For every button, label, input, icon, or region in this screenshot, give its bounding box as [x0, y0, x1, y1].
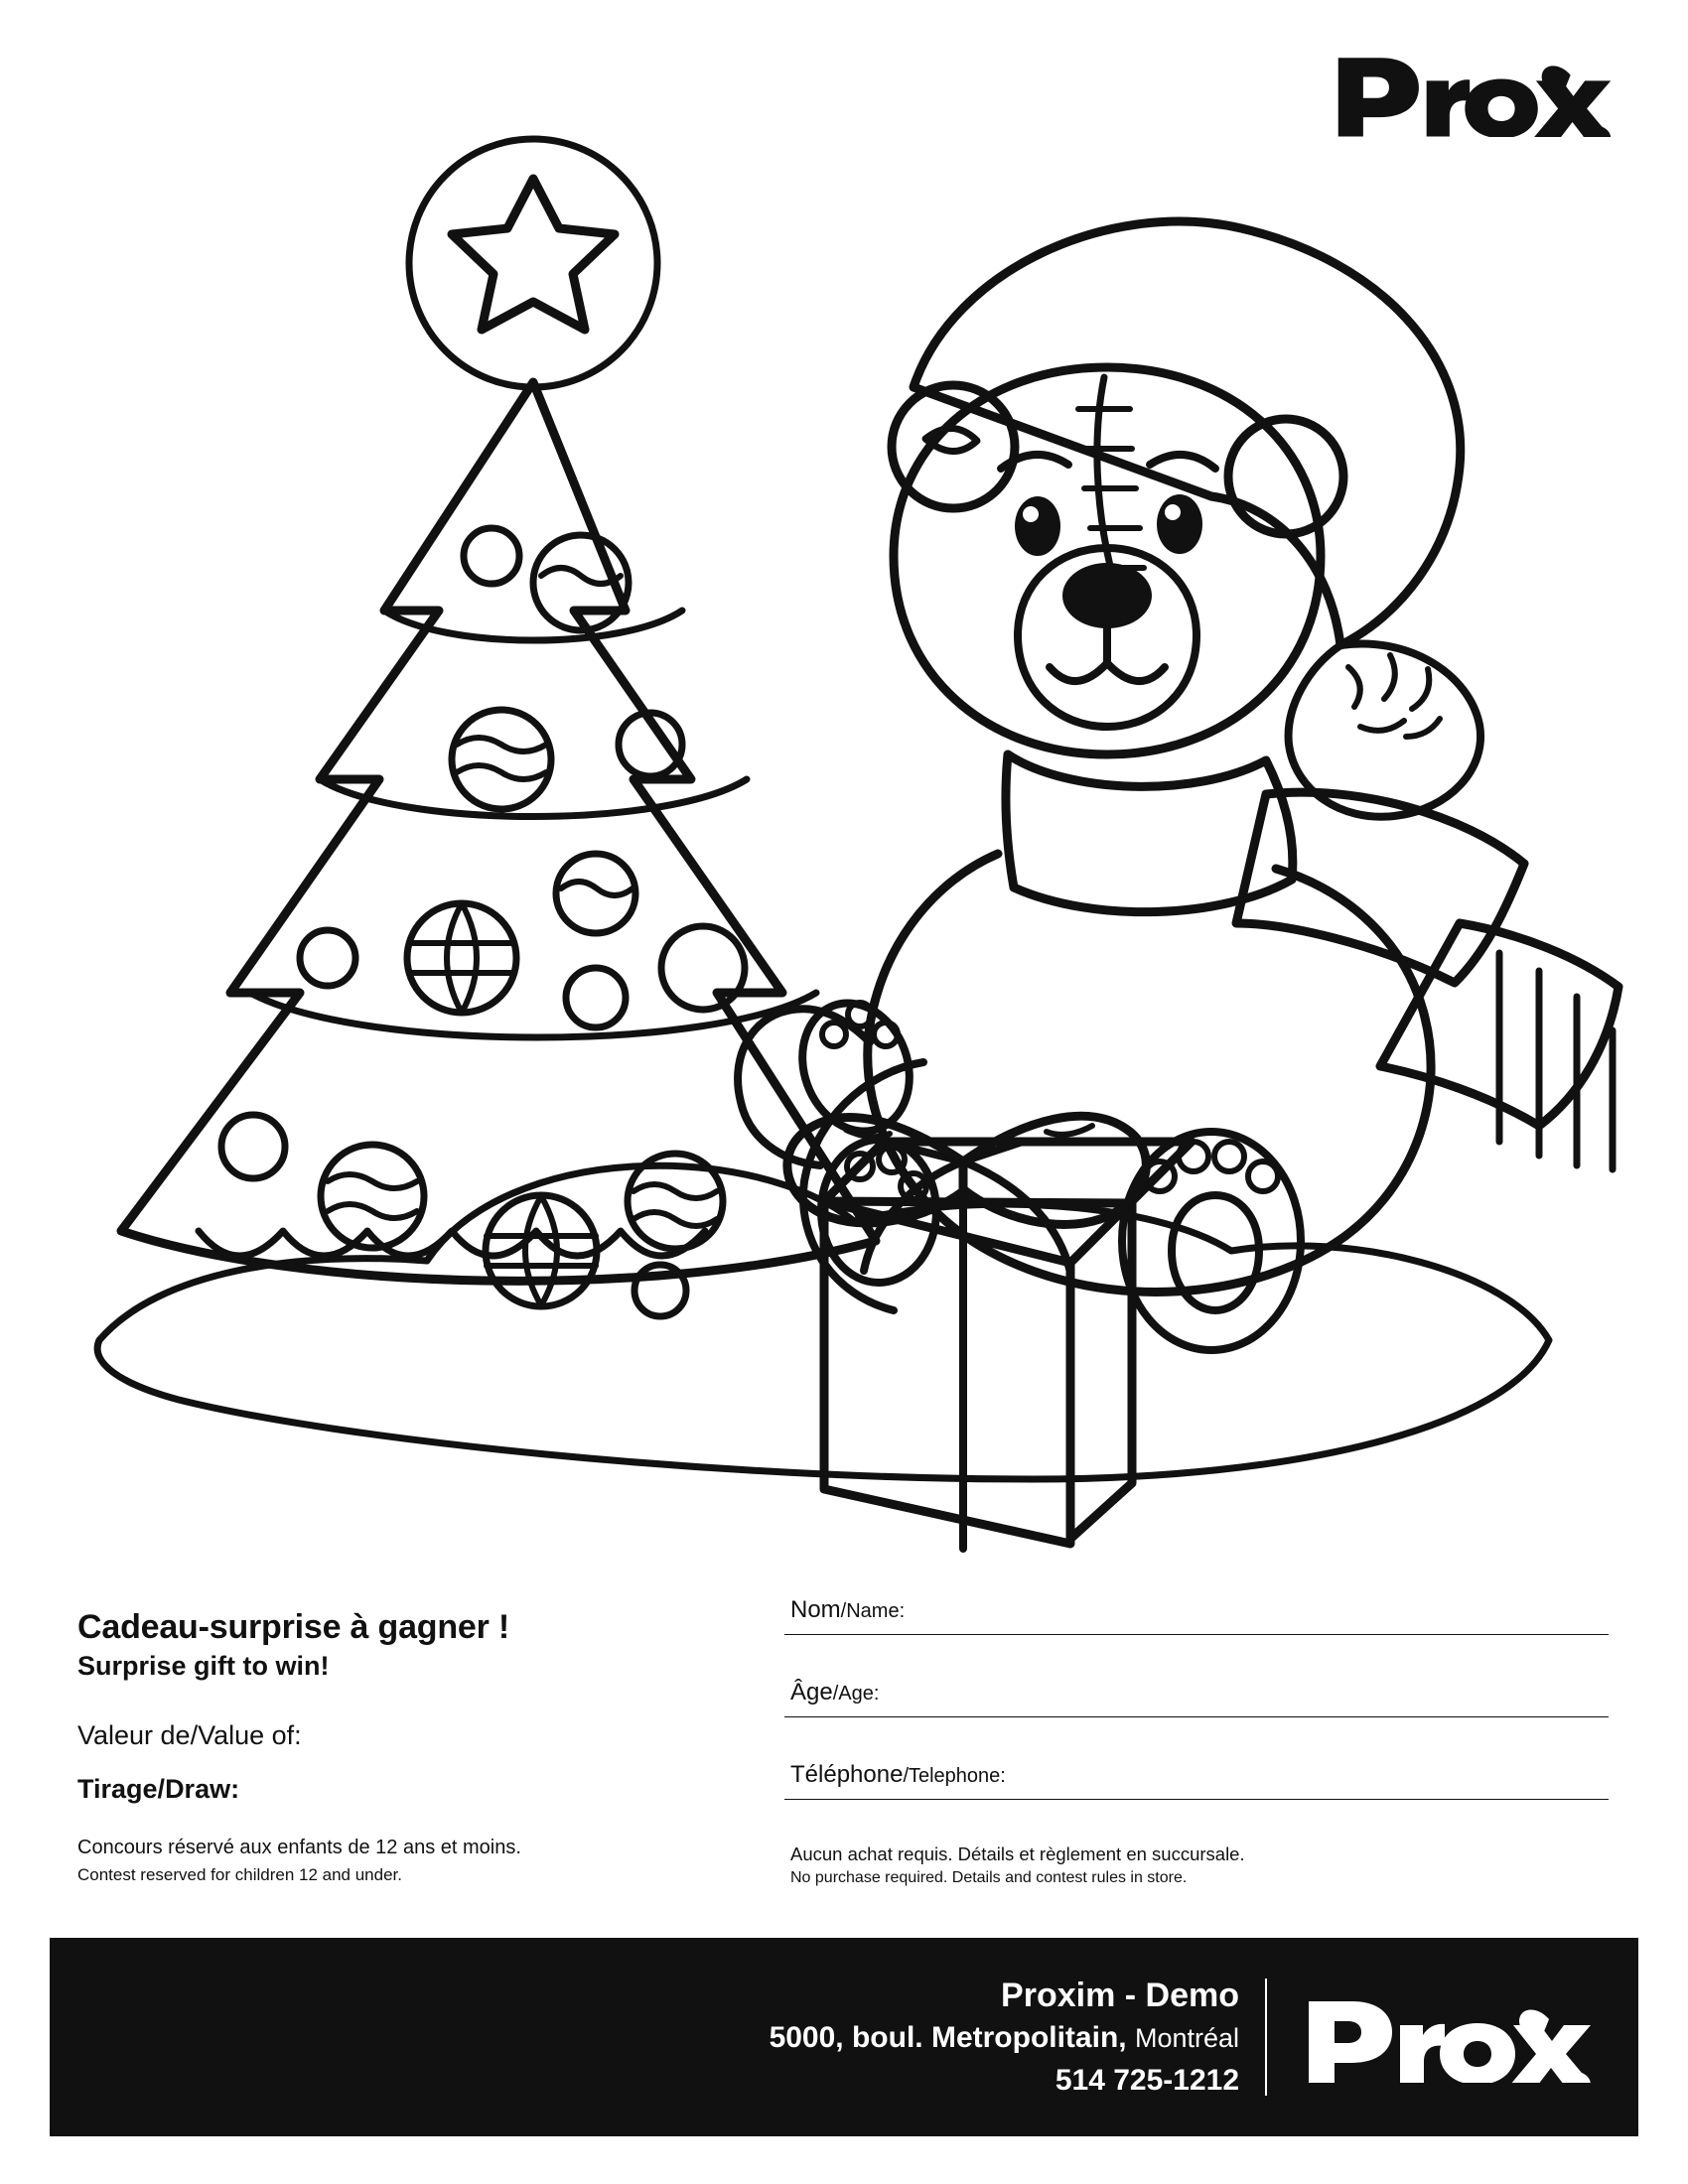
disclaimer-fr: Aucun achat requis. Détails et règlement en succursale. [790, 1843, 1245, 1864]
phone-label-en: /Telephone: [903, 1765, 1006, 1787]
name-field[interactable] [784, 1596, 1609, 1635]
draw-separator: / [157, 1773, 166, 1804]
draw-label-en: Draw: [165, 1773, 240, 1804]
phone-label-fr: Téléphone [790, 1761, 904, 1788]
name-label-fr: Nom [790, 1596, 841, 1623]
store-phone: 514 725-1212 [1055, 2063, 1239, 2097]
store-name: Proxim - Demo [1001, 1976, 1239, 2014]
eligibility-rules-en: Contest reserved for children 12 and under. [77, 1864, 402, 1884]
store-street: 5000, boul. Metropolitain, [769, 2021, 1127, 2055]
store-footer-bar [50, 1938, 1638, 2136]
name-input-line[interactable] [784, 1626, 1609, 1635]
age-label-fr: Âge [790, 1679, 833, 1706]
footer-divider [1265, 1979, 1267, 2096]
age-label-en: /Age: [832, 1683, 880, 1705]
prize-title-en: Surprise gift to win! [77, 1651, 330, 1682]
value-label-en: Value of: [198, 1720, 302, 1751]
phone-input-line[interactable] [784, 1791, 1609, 1800]
entry-form [784, 1596, 1609, 1887]
prize-title-fr: Cadeau-surprise à gagner ! [77, 1608, 510, 1646]
age-input-line[interactable] [784, 1708, 1609, 1717]
legal-disclaimer [784, 1843, 1609, 1887]
phone-field[interactable] [784, 1761, 1609, 1800]
disclaimer-en: No purchase required. Details and contest rules in store. [790, 1869, 1188, 1886]
contest-info-block [77, 1608, 773, 1885]
proxim-logo-icon [1301, 1991, 1599, 2083]
draw-date-line [77, 1774, 773, 1805]
christmas-coloring-illustration [40, 60, 1648, 1569]
draw-label-fr: Tirage [77, 1773, 158, 1804]
value-label-fr: Valeur de [77, 1720, 191, 1751]
name-label-en: /Name: [840, 1600, 906, 1622]
prize-value-line [77, 1719, 773, 1751]
value-separator: / [190, 1720, 199, 1751]
store-details [770, 1974, 1265, 2102]
store-address [770, 2018, 1239, 2059]
age-field[interactable] [784, 1679, 1609, 1717]
store-city: Montréal [1134, 2023, 1239, 2054]
eligibility-rules-fr: Concours réservé aux enfants de 12 ans et moins. [77, 1836, 521, 1858]
